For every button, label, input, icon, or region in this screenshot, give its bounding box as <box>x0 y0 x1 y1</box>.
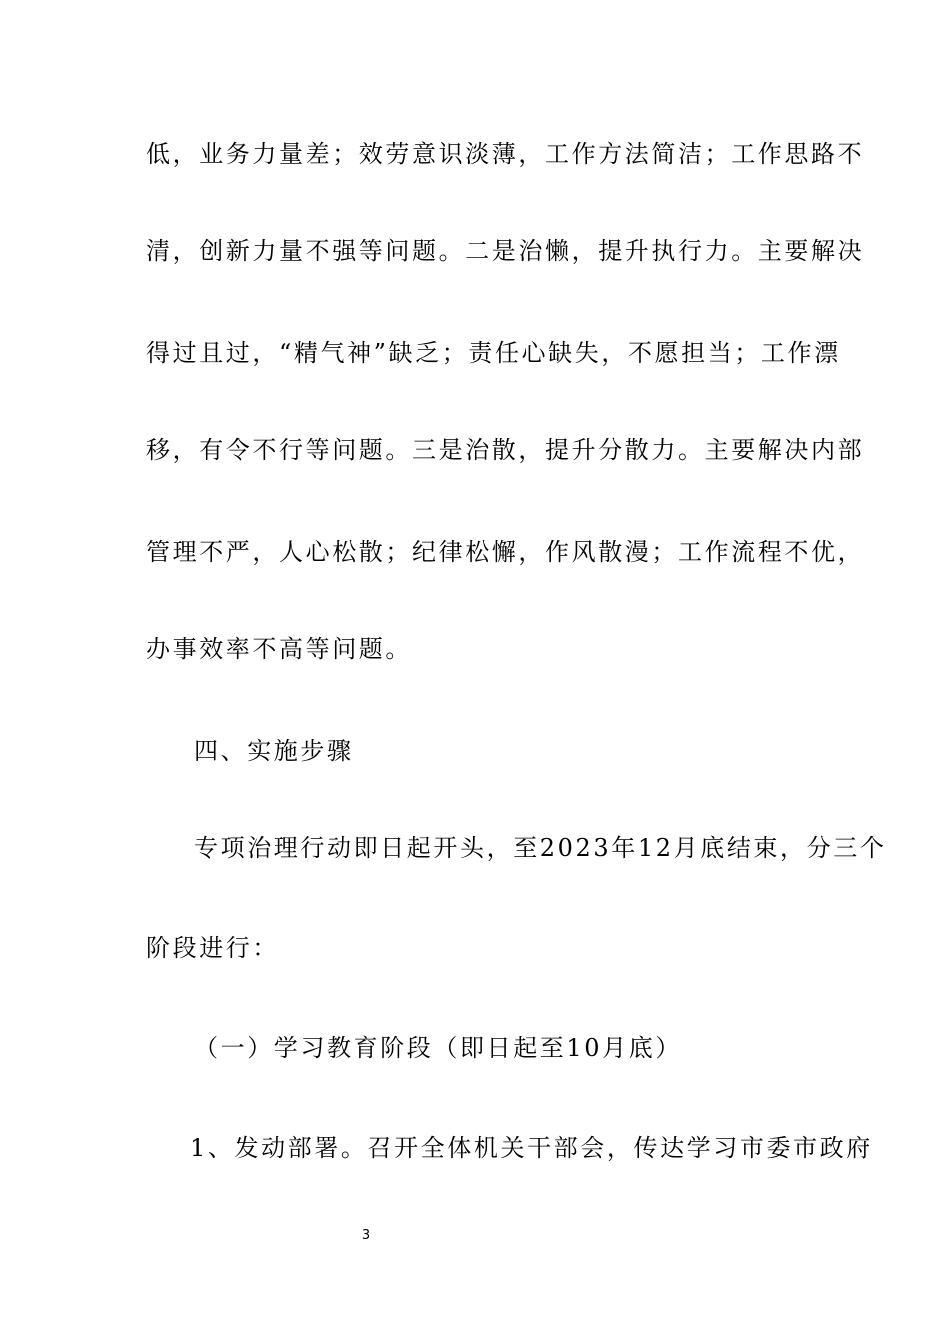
body-text-line: 办事效率不高等问题。 <box>146 635 412 663</box>
subsection-heading: （一）学习教育阶段（即日起至10月底） <box>194 1034 682 1062</box>
body-text-line: 移，有令不行等问题。三是治散，提升分散力。主要解决内部 <box>146 436 865 464</box>
body-text-line: 1、发动部署。召开全体机关干部会，传达学习市委市政府 <box>190 1134 873 1162</box>
section-heading: 四、实施步骤 <box>194 737 354 765</box>
body-text-line: 专项治理行动即日起开头，至2023年12月底结束，分三个 <box>194 834 887 862</box>
body-text-line: 阶段进行： <box>146 934 279 962</box>
body-text-line: 管理不严，人心松散；纪律松懈，作风散漫；工作流程不优， <box>146 538 865 566</box>
body-text-line: 低，业务力量差；效劳意识淡薄，工作方法简洁；工作思路不 <box>146 140 865 168</box>
page-number: 3 <box>361 1228 371 1243</box>
body-text-line: 清，创新力量不强等问题。二是治懒，提升执行力。主要解决 <box>146 237 865 265</box>
body-text-line: 得过且过，“精气神”缺乏；责任心缺失，不愿担当；工作漂 <box>146 339 841 367</box>
